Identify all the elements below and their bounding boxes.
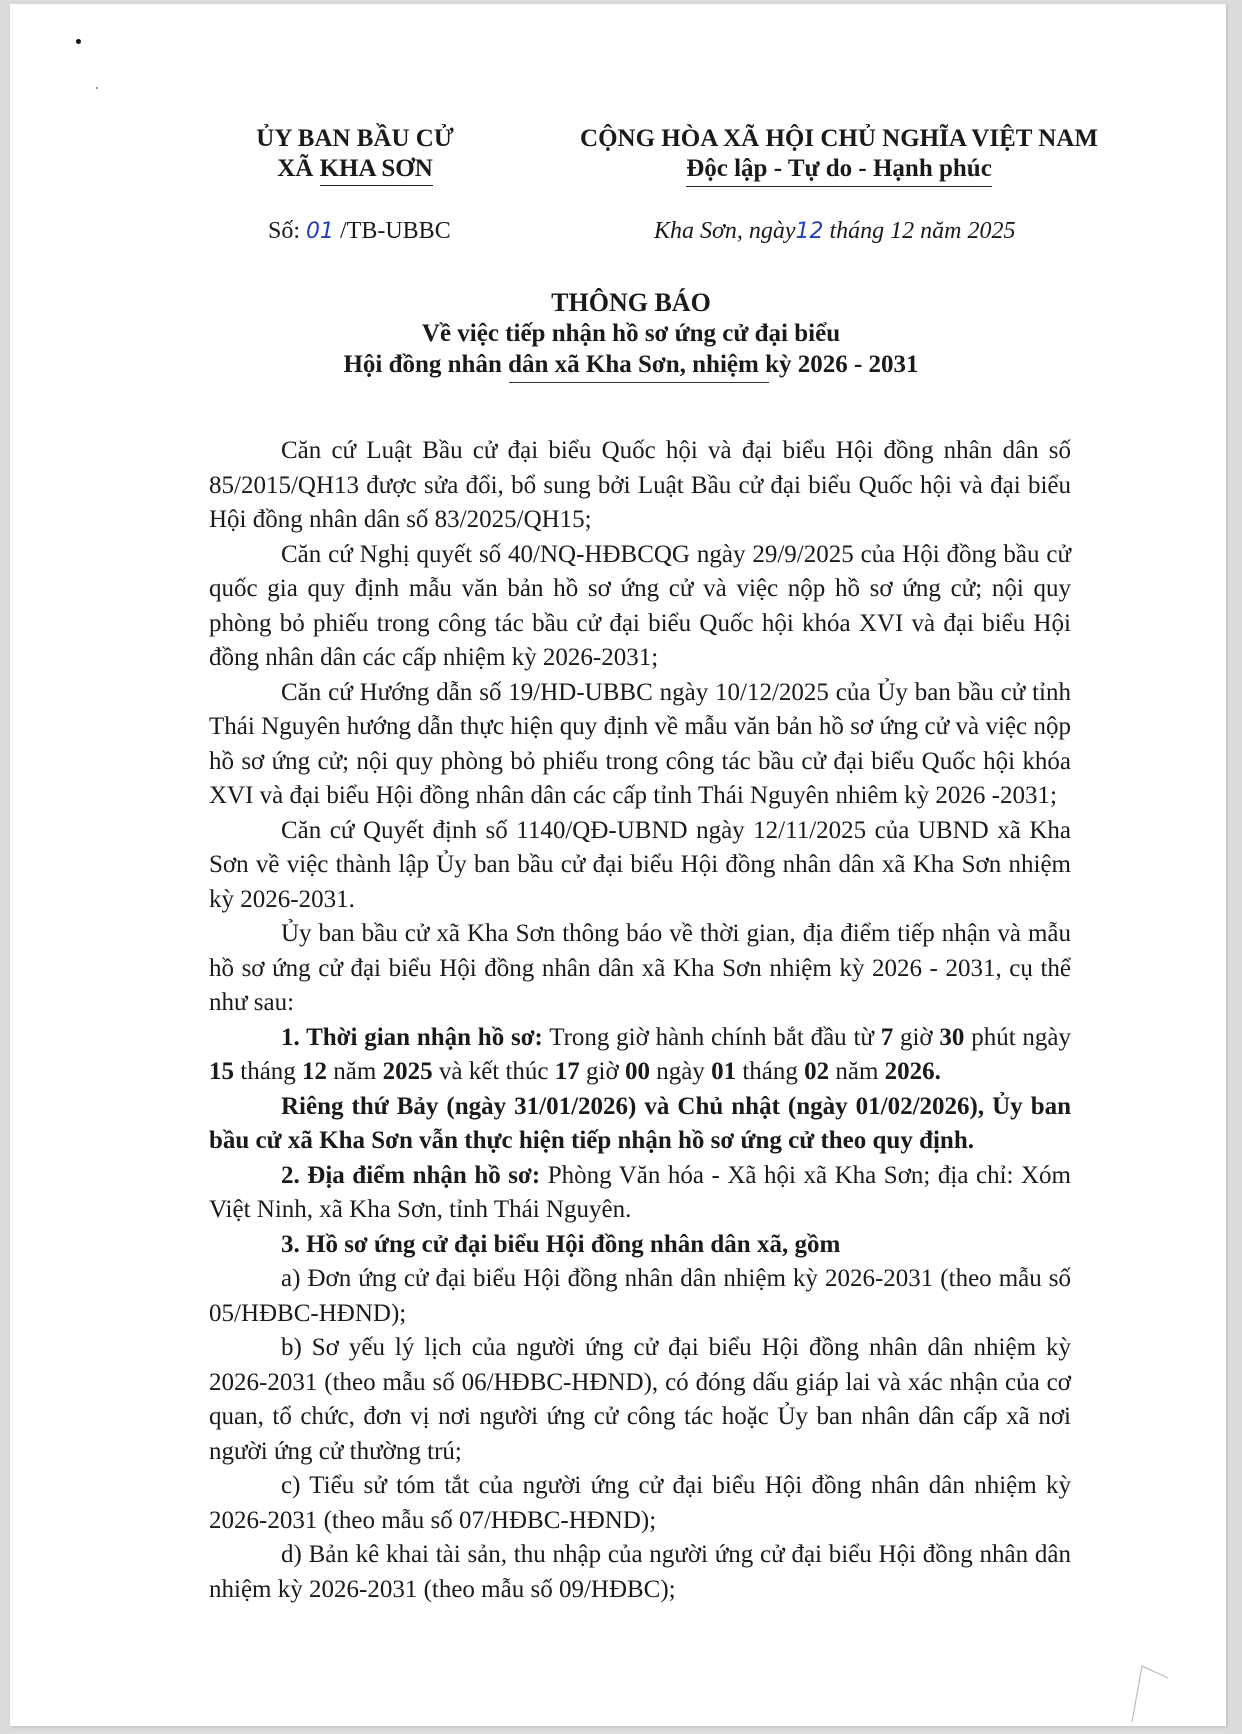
end-month: 02 <box>804 1058 830 1085</box>
section-3-heading <box>209 1228 1071 1263</box>
section-3-item-d: d) Bản kê khai tài sản, thu nhập của người ứng cử đại biểu Hội đồng nhân dân nhiệm kỳ 2026-2031 (theo mẫu số 09/HĐBC); <box>209 1541 1071 1603</box>
start-minute: 30 <box>939 1023 965 1051</box>
end-hour: 17 <box>554 1058 580 1085</box>
text: tháng <box>736 1058 805 1085</box>
issuing-authority <box>240 124 470 186</box>
scan-speck <box>96 87 98 89</box>
text: Trong giờ hành chính bắt đầu từ <box>542 1023 881 1051</box>
special-note-text: Riêng thứ Bảy (ngày 31/01/2026) và Chủ nhật (ngày 01/02/2026), Ủy ban bầu cử xã Kha Sơn vẫn thực hiện tiếp nhận hồ sơ ứng cử theo quy định. <box>209 1092 1071 1154</box>
section-2-text: Phòng Văn hóa - Xã hội xã Kha Sơn; địa chỉ: Xóm Việt Ninh, xã Kha Sơn, tỉnh Thái Nguyên. <box>209 1161 1071 1223</box>
special-note <box>209 1090 1071 1159</box>
title-main: THÔNG BÁO <box>551 288 711 317</box>
text: năm <box>327 1058 383 1085</box>
section-3-heading-text: 3. Hồ sơ ứng cử đại biểu Hội đồng nhân dân xã, gồm <box>281 1230 841 1258</box>
paragraph-announcement: Ủy ban bầu cử xã Kha Sơn thông báo về thời gian, địa điểm tiếp nhận và mẫu hồ sơ ứng cử đại biểu Hội đồng nhân dân xã Kha Sơn nhiệm kỳ 2026 - 2031, cụ thể như sau: <box>209 920 1071 1016</box>
handwritten-day: 12 <box>795 219 824 244</box>
text: và kết thúc <box>432 1058 555 1085</box>
title-sub-1: Về việc tiếp nhận hồ sơ ứng cử đại biểu <box>421 320 841 347</box>
paragraph-legal-basis-4: Căn cứ Quyết định số 1140/QĐ-UBND ngày 12/11/2025 của UBND xã Kha Sơn về việc thành lập Ủy ban bầu cử đại biểu Hội đồng nhân dân xã Kha Sơn nhiệm kỳ 2026-2031. <box>209 816 1071 913</box>
section-3-item-a: a) Đơn ứng cử đại biểu Hội đồng nhân dân nhiệm kỳ 2026-2031 (theo mẫu số 05/HĐBC-HĐND); <box>209 1265 1071 1327</box>
page-fold-mark <box>1130 1664 1170 1724</box>
text: giờ <box>893 1023 940 1051</box>
title-underline <box>509 382 769 383</box>
section-3-item-c: c) Tiểu sử tóm tắt của người ứng cử đại biểu Hội đồng nhân dân nhiệm kỳ 2026-2031 (theo mẫu số 07/HĐBC-HĐND); <box>209 1472 1071 1534</box>
text: năm <box>829 1058 885 1085</box>
text: ngày <box>649 1058 712 1085</box>
number-prefix: Số: <box>268 218 307 244</box>
text: phút ngày <box>964 1023 1071 1051</box>
national-motto <box>578 124 1100 187</box>
paragraph-legal-basis-3: Căn cứ Hướng dẫn số 19/HD-UBBC ngày 10/12/2025 của Ủy ban bầu cử tỉnh Thái Nguyên hướng dẫn thực hiện quy định về mẫu văn bản hồ sơ ứng cử và việc nộp hồ sơ ứng cử; nội quy phòng bỏ phiếu trong công tác bầu cử đại biểu Quốc hội khóa XVI và đại biểu Hội đồng nhân dân các cấp tỉnh Thái Nguyên nhiêm kỳ 2026 -2031; <box>209 678 1071 809</box>
document-title <box>10 287 1242 383</box>
date-prefix: Kha Sơn, ngày <box>654 218 796 244</box>
document-body <box>209 434 1071 1607</box>
start-month: 12 <box>302 1058 328 1085</box>
section-1-heading: 1. Thời gian nhận hồ sơ: <box>281 1023 543 1051</box>
paragraph-legal-basis-1: Căn cứ Luật Bầu cử đại biểu Quốc hội và đại biểu Hội đồng nhân dân số 85/2015/QH13 được sửa đổi, bổ sung bởi Luật Bầu cử đại biểu Quốc hội và đại biểu Hội đồng nhân dân số 83/2025/QH15; <box>209 437 1071 533</box>
document-number <box>268 218 451 245</box>
document-page <box>10 4 1226 1726</box>
start-year: 2025 <box>382 1058 433 1085</box>
authority-line-1: ỦY BAN BẦU CỬ <box>256 125 454 152</box>
start-day: 15 <box>209 1058 234 1085</box>
paragraph-legal-basis-2: Căn cứ Nghị quyết số 40/NQ-HĐBCQG ngày 29/9/2025 của Hội đồng bầu cử quốc gia quy định mẫu văn bản hồ sơ ứng cử và việc nộp hồ sơ ứng cử; nội quy phòng bỏ phiếu trong công tác bầu cử đại biểu Quốc hội khóa XVI và đại biểu Hội đồng nhân dân các cấp nhiệm kỳ 2026-2031; <box>209 540 1071 671</box>
title-sub-2: Hội đồng nhân dân xã Kha Sơn, nhiệm kỳ 2026 - 2031 <box>343 351 919 378</box>
section-3-item-b: b) Sơ yếu lý lịch của người ứng cử đại biểu Hội đồng nhân dân nhiệm kỳ 2026-2031 (theo mẫu số 06/HĐBC-HĐND), có đóng dấu giáp lai và xác nhận của cơ quan, tổ chức, đơn vị nơi người ứng cử công tác hoặc Ủy ban nhân dân cấp xã nơi người ứng cử thường trú; <box>209 1334 1071 1465</box>
section-1-time <box>209 1021 1071 1090</box>
handwritten-number: 01 <box>306 219 335 244</box>
number-suffix: /TB-UBBC <box>334 218 451 244</box>
end-year: 2026. <box>884 1058 941 1085</box>
text: tháng <box>234 1058 303 1085</box>
section-2-heading: 2. Địa điểm nhận hồ sơ: <box>281 1161 541 1189</box>
authority-commune: KHA SƠN <box>320 154 433 186</box>
end-day: 01 <box>711 1058 737 1085</box>
motto-line <box>578 154 1100 187</box>
start-hour: 7 <box>880 1023 894 1051</box>
authority-prefix: XÃ <box>277 155 320 182</box>
section-2-location <box>209 1159 1071 1228</box>
document-date <box>654 218 1015 245</box>
date-suffix: tháng 12 năm 2025 <box>823 218 1016 244</box>
motto: Độc lập - Tự do - Hạnh phúc <box>686 154 992 187</box>
country-name: CỘNG HÒA XÃ HỘI CHỦ NGHĨA VIỆT NAM <box>580 125 1098 152</box>
text: giờ <box>579 1058 625 1085</box>
scan-speck <box>76 39 81 44</box>
authority-line-2 <box>240 154 470 186</box>
end-minute: 00 <box>624 1058 650 1085</box>
